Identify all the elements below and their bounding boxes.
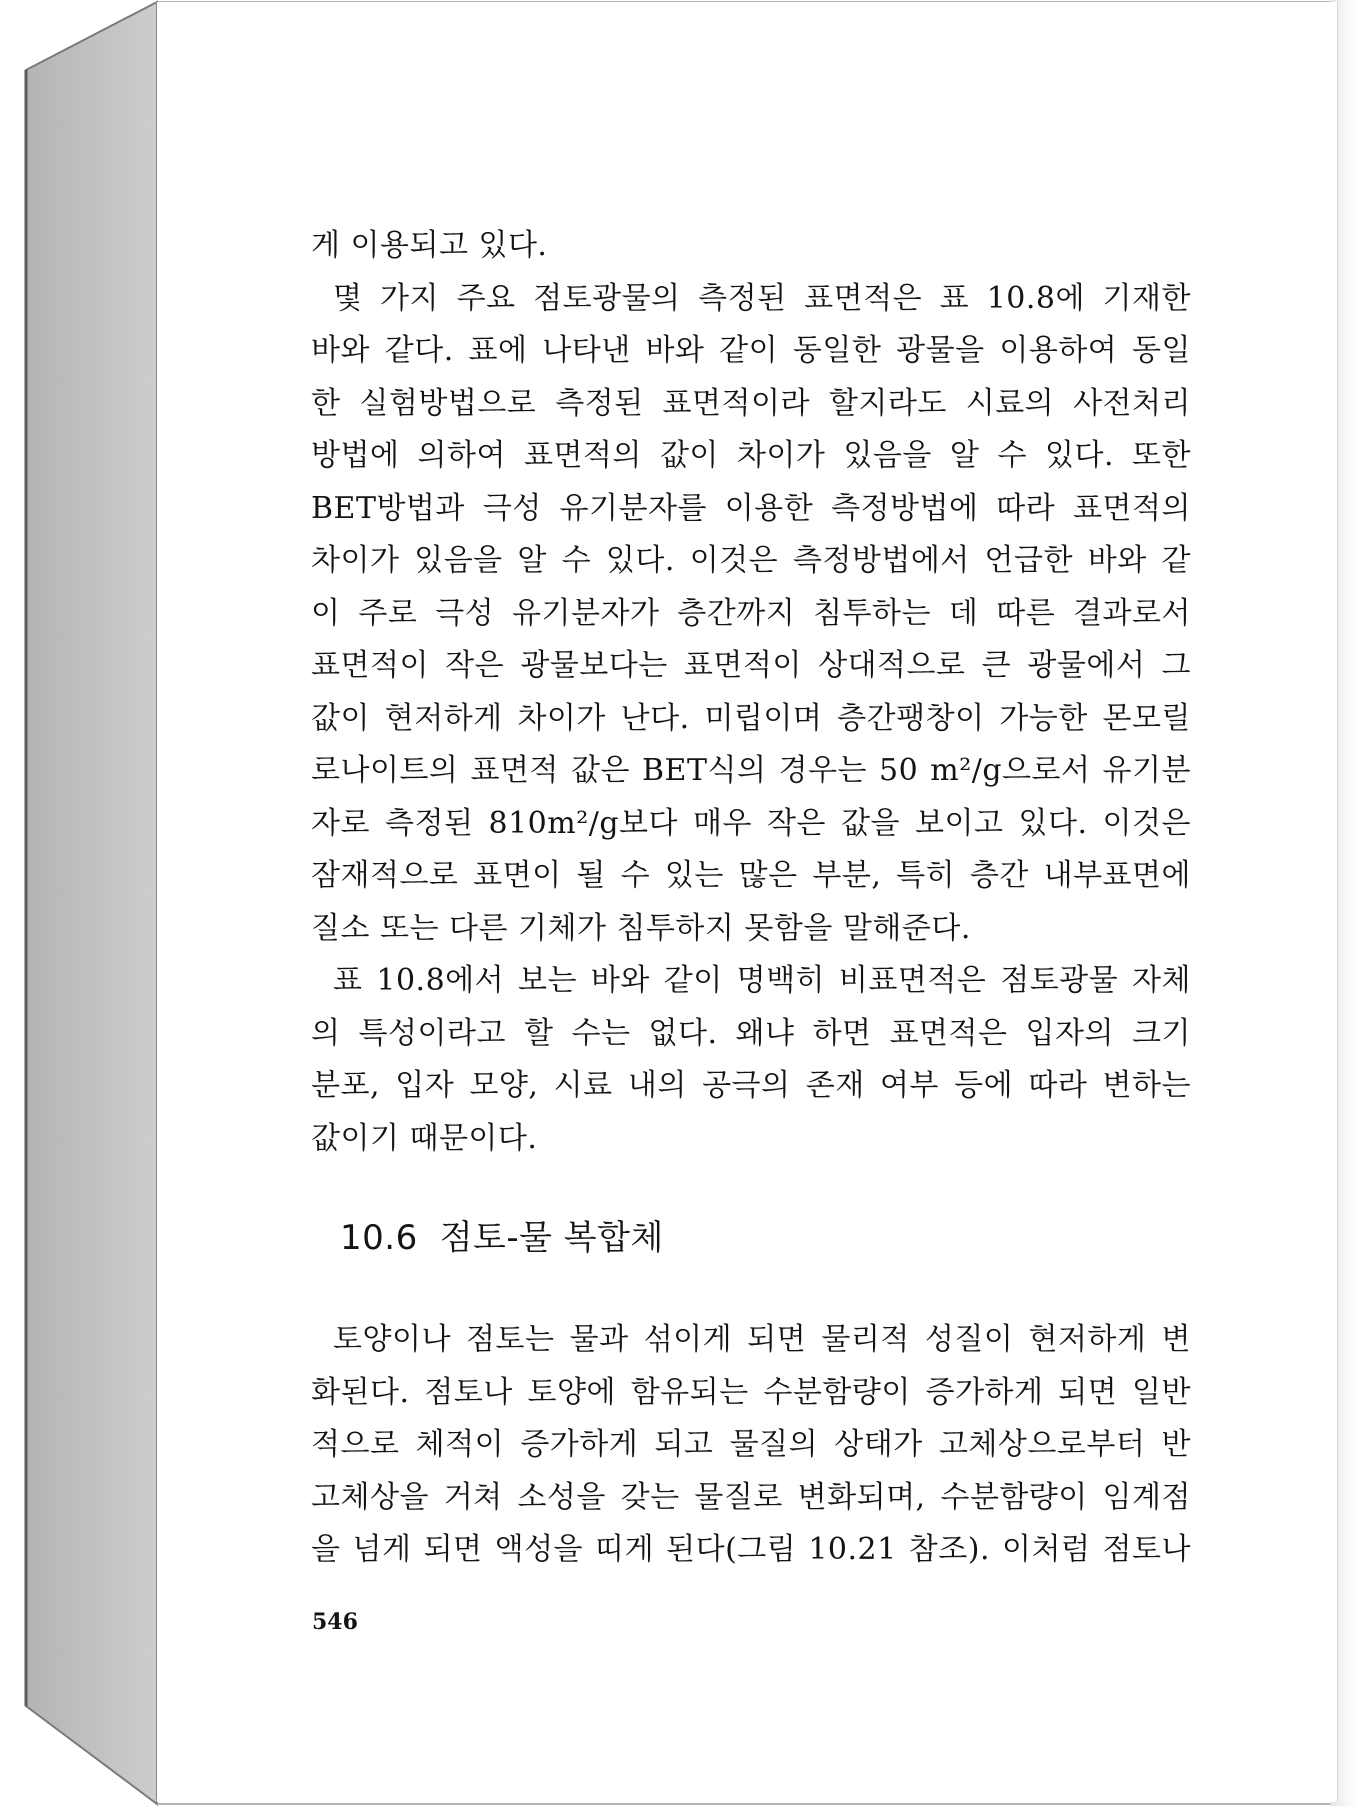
page-number: 546: [312, 1609, 358, 1635]
text-line: 토양이나 점토는 물과 섞이게 되면 물리적 성질이 현저하게 변: [333, 1322, 1191, 1357]
paragraph-1: [311, 220, 1191, 273]
text-line: 이 주로 극성 유기분자가 층간까지 침투하는 데 따른 결과로서: [311, 595, 1191, 631]
text-line: 을 넘게 되면 액성을 띠게 된다(그림 10.21 참조). 이처럼 점토나: [311, 1532, 1191, 1567]
text-line: 의 특성이라고 할 수는 없다. 왜냐 하면 표면적은 입자의 크기: [311, 1015, 1191, 1051]
text-line: 고체상을 거쳐 소성을 갖는 물질로 변화되며, 수분함량이 임계점: [311, 1479, 1191, 1515]
text-line: 몇 가지 주요 점토광물의 측정된 표면적은 표 10.8에 기재한: [333, 280, 1191, 316]
paragraph-2: [311, 273, 1191, 956]
text-line: 값이기 때문이다.: [311, 1120, 538, 1156]
text-line: 분포, 입자 모양, 시료 내의 공극의 존재 여부 등에 따라 변하는: [311, 1068, 1191, 1103]
section-number: 10.6: [340, 1218, 418, 1258]
text-line: 표 10.8에서 보는 바와 같이 명백히 비표면적은 점토광물 자체: [333, 963, 1191, 998]
text-line: 표면적이 작은 광물보다는 표면적이 상대적으로 큰 광물에서 그: [311, 648, 1191, 683]
text-line: 적으로 체적이 증가하게 되고 물질의 상태가 고체상으로부터 반: [311, 1427, 1191, 1462]
text-line: 로나이트의 표면적 값은 BET식의 경우는 50 m²/g으로서 유기분: [311, 753, 1191, 788]
paragraph-3: [311, 955, 1191, 1165]
body-text: [311, 220, 1191, 1165]
text-line: 바와 같다. 표에 나타낸 바와 같이 동일한 광물을 이용하여 동일: [311, 333, 1191, 368]
text-line: 값이 현저하게 차이가 난다. 미립이며 층간팽창이 가능한 몬모릴: [311, 700, 1191, 736]
text-line: 화된다. 점토나 토양에 함유되는 수분함량이 증가하게 되면 일반: [311, 1374, 1191, 1410]
text-line: 한 실험방법으로 측정된 표면적이라 할지라도 시료의 사전처리: [311, 385, 1191, 421]
text-line: 자로 측정된 810m²/g보다 매우 작은 값을 보이고 있다. 이것은: [311, 805, 1191, 841]
text-line: 방법에 의하여 표면적의 값이 차이가 있음을 알 수 있다. 또한: [311, 438, 1191, 473]
section-heading: [340, 1210, 664, 1259]
section-title: 점토-물 복합체: [439, 1218, 664, 1258]
text-line: BET방법과 극성 유기분자를 이용한 측정방법에 따라 표면적의: [311, 490, 1191, 526]
text-line: 게 이용되고 있다.: [311, 228, 548, 263]
text-line: 질소 또는 다른 기체가 침투하지 못함을 말해준다.: [311, 910, 971, 946]
section-paragraph: [311, 1314, 1191, 1577]
document-page: [157, 2, 1338, 1802]
text-line: 차이가 있음을 알 수 있다. 이것은 측정방법에서 언급한 바와 같: [311, 543, 1191, 578]
text-line: 잠재적으로 표면이 될 수 있는 많은 부분, 특히 층간 내부표면에: [311, 858, 1191, 893]
section-body-text: [311, 1314, 1191, 1577]
